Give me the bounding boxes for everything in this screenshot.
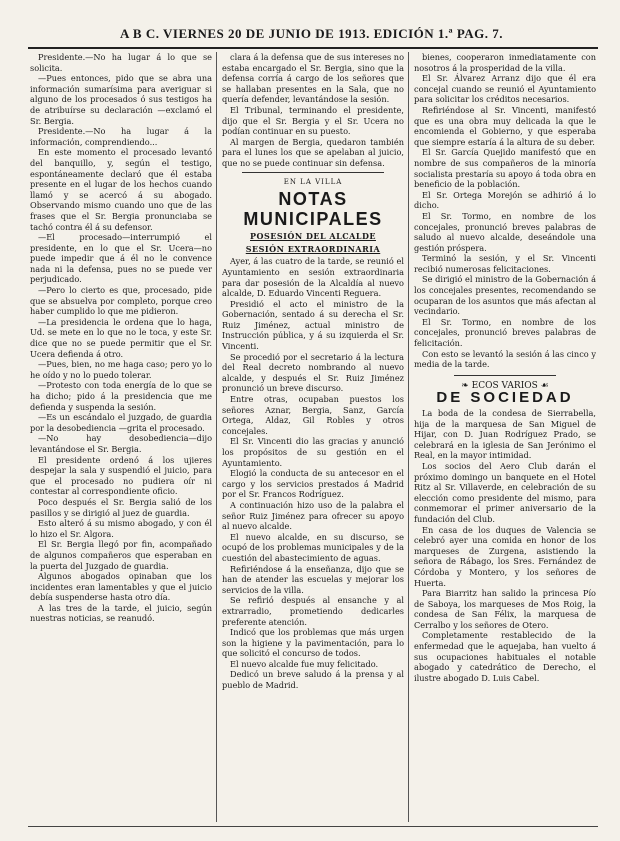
- paragraph: El nuevo alcalde, en su discurso, se ocupó de los problemas municipales y de la cuestión del abastecimiento de aguas.: [222, 531, 404, 563]
- paragraph: El nuevo alcalde fue muy felicitado.: [230, 658, 379, 669]
- paragraph: El Sr. Álvarez Arranz dijo que él era concejal cuando se reunió el Ayuntamiento para solicitar los créditos necesarios.: [414, 73, 596, 105]
- paragraph: clara á la defensa que de sus intereses no estaba encargado el Sr. Bergia, sino que la defensa corría á cargo de los señores que se hallaban presentes en la Sala, que no quería defender, levantándose la sesión.: [222, 52, 404, 105]
- ornament-icon: ❧ ECOS VARIOS ☙: [461, 380, 549, 391]
- column-3: [414, 52, 596, 822]
- section-headline: NOTAS MUNICIPALES: [243, 189, 383, 230]
- paragraph: El Sr. Tormo, en nombre de los concejales, pronunció breves palabras de felicitación.: [414, 316, 596, 349]
- paragraph: Presidente.—No ha lugar á lo que se solicita.: [30, 52, 212, 73]
- paragraph: El Sr. García Quejido manifestó que en nombre de sus compañeros de la minoría socialista prestaría su apoyo á toda obra en beneficio de la población.: [414, 147, 596, 190]
- column-1: [30, 52, 212, 822]
- paragraph: —Protesto con toda energía de lo que se ha dicho; pido á la presidencia que me defienda y suspenda la sesión.: [30, 380, 212, 412]
- paragraph: —No hay desobediencia—dijo levantándose el Sr. Bergia.: [30, 433, 212, 454]
- paragraph: Para Biarritz han salido la princesa Pío de Saboya, los marqueses de Mos Roig, la condesa de San Félix, la marquesa de Cerralbo y los señores de Otero.: [414, 588, 596, 630]
- paragraph: El Tribunal, terminando el presidente, dijo que el Sr. Bergia y el Sr. Ucera no podían continuar en su puesto.: [222, 104, 404, 137]
- subheading: SESIÓN EXTRAORDINARIA: [245, 243, 381, 254]
- paragraph: A las tres de la tarde, el juicio, según nuestras noticias, se reanudó.: [30, 602, 212, 624]
- paragraph: Dedicó un breve saludo á la prensa y al pueblo de Madrid.: [222, 669, 404, 691]
- column-divider: [408, 52, 409, 822]
- paragraph: En casa de los duques de Valencia se celebró ayer una comida en honor de los marqueses de Zurgena, asistiendo la señora de Rábago, los Sres. Fernández de Córdoba y Montero, y los señores de Huerta.: [414, 524, 596, 588]
- subheading: POSESIÓN DEL ALCALDE: [250, 231, 376, 242]
- footer-rule: [28, 826, 598, 827]
- paragraph: Los socios del Aero Club darán el próximo domingo un banquete en el Hotel Ritz al Sr. Villaverde, en celebración de su elección como presidente del mismo, para conmemorar el primer aniversario de la fundación del Club.: [414, 460, 596, 524]
- paragraph: Entre otras, ocupaban puestos los señores Aznar, Bergia, Sanz, García Ortega, Aldaz, Gil Robles y otros concejales.: [222, 394, 404, 436]
- paragraph: Algunos abogados opinaban que los incidentes eran lamentables y que el juicio debía suspenderse hasta otro día.: [30, 571, 212, 603]
- paragraph: Refiriéndose al Sr. Vincenti, manifestó que es una obra muy delicada la que le encomienda el Gobierno, y que esperaba que siempre estaría á la altura de su deber.: [414, 104, 596, 147]
- page-header: A B C. VIERNES 20 DE JUNIO DE 1913. EDICIÓN 1.ª PAG. 7.: [120, 26, 504, 41]
- paragraph: —Pues entonces, pido que se abra una información sumarísima para averiguar si alguno de los procesados ó sus testigos ha de atribuírse su declaración —exclamó el Sr. Bergia.: [30, 73, 212, 126]
- paragraph: —Es un escándalo el juzgado, de guardia por la desobediencia —grita el procesado.: [30, 412, 212, 433]
- paragraph: Presidió el acto el ministro de la Gobernación, sentado á su derecha el Sr. Ruiz Jiménez, actual ministro de Instrucción pública, y á su izquierda el Sr. Vincenti.: [222, 298, 404, 352]
- section-rule: [454, 375, 556, 376]
- paragraph: —Pero lo cierto es que, procesado, pide que se absuelva por completo, porque creo haber cumplido lo que me pidieron.: [30, 285, 212, 317]
- paragraph: Completamente restablecido de la enfermedad que le aquejaba, han vuelto á sus ocupaciones habituales el notable abogado y catedrático de Derecho, el ilustre abogado D. Luis Cabel.: [414, 630, 596, 683]
- column-divider: [216, 52, 217, 822]
- paragraph: En este momento el procesado levantó del banquillo, y, según el testigo, espontáneamente declaró que él estaba presente en el lugar de los hechos cuando llamó y se acercó á su abogado. Observando mismo cuando uno que de las frases que el Sr. Bergia pronunciaba se tachó contra él á su defensor.: [30, 147, 212, 232]
- paragraph: Elogió la conducta de su antecesor en el cargo y los servicios prestados á Madrid por el Sr. Francos Rodríguez.: [222, 468, 404, 500]
- paragraph: —La presidencia le ordena que lo haga, Ud. se mete en lo que no le toca, y este Sr. dice que no se puede permitir que el Sr. Ucera defienda á otro.: [30, 316, 212, 359]
- section-headline: DE SOCIEDAD: [436, 389, 574, 407]
- paragraph: Refiriéndose á la enseñanza, dijo que se han de atender las escuelas y mejorar los servicios de la villa.: [222, 563, 404, 595]
- paragraph: Indicó que los problemas que más urgen son la higiene y la pavimentación, para lo que solicitó el concurso de todos.: [222, 627, 404, 659]
- paragraph: El Sr. Ortega Morejón se adhirió á lo dicho.: [414, 189, 596, 211]
- paragraph: Esto alteró á su mismo abogado, y con él lo hizo el Sr. Algora.: [30, 518, 212, 539]
- paragraph: El Sr. Vincenti dio las gracias y anunció los propósitos de su gestión en el Ayuntamiento.: [222, 436, 404, 468]
- header-rule: [28, 47, 598, 49]
- paragraph: Con esto se levantó la sesión á las cinco y media de la tarde.: [414, 348, 596, 370]
- paragraph: Poco después el Sr. Bergia salió de los pasillos y se dirigió al juez de guardia.: [30, 496, 212, 518]
- paragraph: Se refirió después al ensanche y al extrarradio, prometiendo dedicarles preferente atención.: [222, 595, 404, 627]
- paragraph: Se procedió por el secretario á la lectura del Real decreto nombrando al nuevo alcalde, y después el Sr. Ruiz Jiménez pronunció un breve discurso.: [222, 351, 404, 394]
- paragraph: Ayer, á las cuatro de la tarde, se reunió el Ayuntamiento en sesión extraordinaria para dar posesión de la Alcaldía al nuevo alcalde, D. Eduardo Vincenti Reguera.: [222, 256, 404, 299]
- paragraph: El Sr. Bergia llegó por fin, acompañado de algunos compañeros que esperaban en la puerta del Juzgado de guardia.: [30, 539, 212, 571]
- paragraph: El Sr. Tormo, en nombre de los concejales, pronunció breves palabras de saludo al nuevo alcalde, deseándole una gestión próspera.: [414, 210, 596, 253]
- paragraph: El presidente ordenó á los ujieres despejar la sala y suspendió el juicio, para que el procesado no pudiera oír ni contestar al correspondiente oficio.: [30, 454, 212, 497]
- paragraph: bienes, cooperaron inmediatamente con nosotros á la prosperidad de la villa.: [414, 52, 596, 73]
- column-2: [222, 52, 404, 822]
- paragraph: Presidente.—No ha lugar á la información, comprendiendo...: [30, 126, 212, 147]
- paragraph: —El procesado—interrumpió el presidente, en lo que el Sr. Ucera—no puede impedir que á él no le convence nada ni la defensa, pues no se puede ver perjudicado.: [30, 232, 212, 285]
- paragraph: Terminó la sesión, y el Sr. Vincenti recibió numerosas felicitaciones.: [414, 253, 596, 274]
- section-kicker: ECOS VARIOS: [471, 380, 538, 391]
- paragraph: A continuación hizo uso de la palabra el señor Ruiz Jiménez para ofrecer su apoyo al nuevo alcalde.: [222, 499, 404, 532]
- section-rule: [242, 172, 384, 173]
- paragraph: Al margen de Bergia, quedaron también para el lunes los que se apelaban al juicio, que no se puede continuar sin defensa.: [222, 136, 404, 168]
- section-kicker: EN LA VILLA: [283, 177, 343, 186]
- paragraph: La boda de la condesa de Sierrabella, hija de la marquesa de San Miguel de Hijar, con D. Juan Rodríguez Prado, se celebrará en la iglesia de San Jerónimo el Real, en la mayor intimidad.: [414, 408, 596, 461]
- paragraph: Se dirigió el ministro de la Gobernación á los concejales presentes, recomendando se ocuparan de los asuntos que más afectan al vecindario.: [414, 274, 596, 317]
- paragraph: —Pues, bien, no me haga caso; pero yo lo he oído y no lo puedo tolerar.: [30, 359, 212, 380]
